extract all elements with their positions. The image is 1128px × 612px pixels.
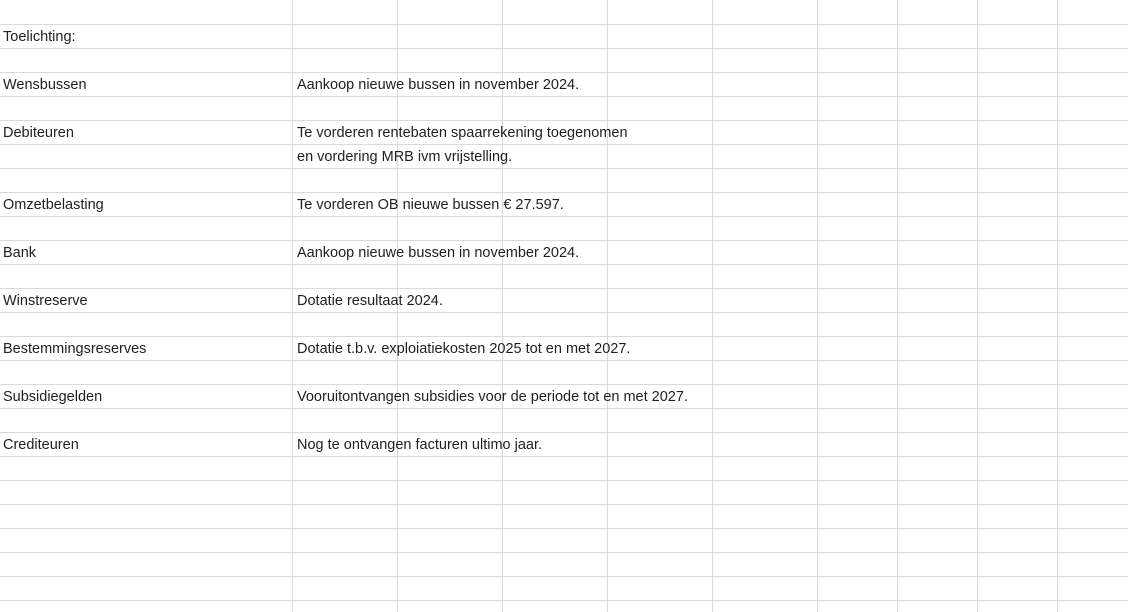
column-gridline bbox=[977, 0, 978, 612]
column-gridline bbox=[292, 0, 293, 612]
cell-text-crediteuren[interactable]: Nog te ontvangen facturen ultimo jaar. bbox=[297, 437, 543, 453]
cell-label-bestemmingsreserves[interactable]: Bestemmingsreserves bbox=[3, 341, 147, 357]
row-gridline bbox=[0, 480, 1128, 481]
cell-text-debiteuren-2[interactable]: en vordering MRB ivm vrijstelling. bbox=[297, 149, 513, 165]
cell-text-winstreserve[interactable]: Dotatie resultaat 2024. bbox=[297, 293, 443, 309]
cell-label-crediteuren[interactable]: Crediteuren bbox=[3, 437, 79, 453]
cell-label-subsidiegelden[interactable]: Subsidiegelden bbox=[3, 389, 103, 405]
cell-label-debiteuren[interactable]: Debiteuren bbox=[3, 125, 74, 141]
cell-text-wensbussen[interactable]: Aankoop nieuwe bussen in november 2024. bbox=[297, 77, 580, 93]
row-gridline bbox=[0, 144, 1128, 145]
column-gridline bbox=[1057, 0, 1058, 612]
row-gridline bbox=[0, 288, 1128, 289]
row-gridline bbox=[0, 408, 1128, 409]
row-gridline bbox=[0, 552, 1128, 553]
cell-text-subsidiegelden[interactable]: Vooruitontvangen subsidies voor de periode tot en met 2027. bbox=[297, 389, 688, 405]
row-gridline bbox=[0, 312, 1128, 313]
row-gridline bbox=[0, 24, 1128, 25]
row-gridline bbox=[0, 600, 1128, 601]
row-gridline bbox=[0, 264, 1128, 265]
column-gridline bbox=[897, 0, 898, 612]
row-gridline bbox=[0, 192, 1128, 193]
cell-text-omzetbelasting[interactable]: Te vorderen OB nieuwe bussen € 27.597. bbox=[297, 197, 564, 213]
cell-text-bank[interactable]: Aankoop nieuwe bussen in november 2024. bbox=[297, 245, 580, 261]
row-gridline bbox=[0, 576, 1128, 577]
row-gridline bbox=[0, 504, 1128, 505]
row-gridline bbox=[0, 528, 1128, 529]
column-gridline bbox=[712, 0, 713, 612]
row-gridline bbox=[0, 216, 1128, 217]
row-gridline bbox=[0, 360, 1128, 361]
cell-label-omzetbelasting[interactable]: Omzetbelasting bbox=[3, 197, 104, 213]
cell-label-winstreserve[interactable]: Winstreserve bbox=[3, 293, 88, 309]
cell-label-bank[interactable]: Bank bbox=[3, 245, 37, 261]
row-gridline bbox=[0, 432, 1128, 433]
column-gridline bbox=[817, 0, 818, 612]
cell-label-wensbussen[interactable]: Wensbussen bbox=[3, 77, 87, 93]
row-gridline bbox=[0, 48, 1128, 49]
row-gridline bbox=[0, 168, 1128, 169]
row-gridline bbox=[0, 456, 1128, 457]
cell-text-debiteuren-1[interactable]: Te vorderen rentebaten spaarrekening toegenomen bbox=[297, 125, 628, 141]
cell-text-bestemmingsreserves[interactable]: Dotatie t.b.v. exploiatiekosten 2025 tot en met 2027. bbox=[297, 341, 631, 357]
cell-toelichting-heading[interactable]: Toelichting: bbox=[3, 29, 76, 45]
column-gridline bbox=[607, 0, 608, 612]
row-gridline bbox=[0, 96, 1128, 97]
